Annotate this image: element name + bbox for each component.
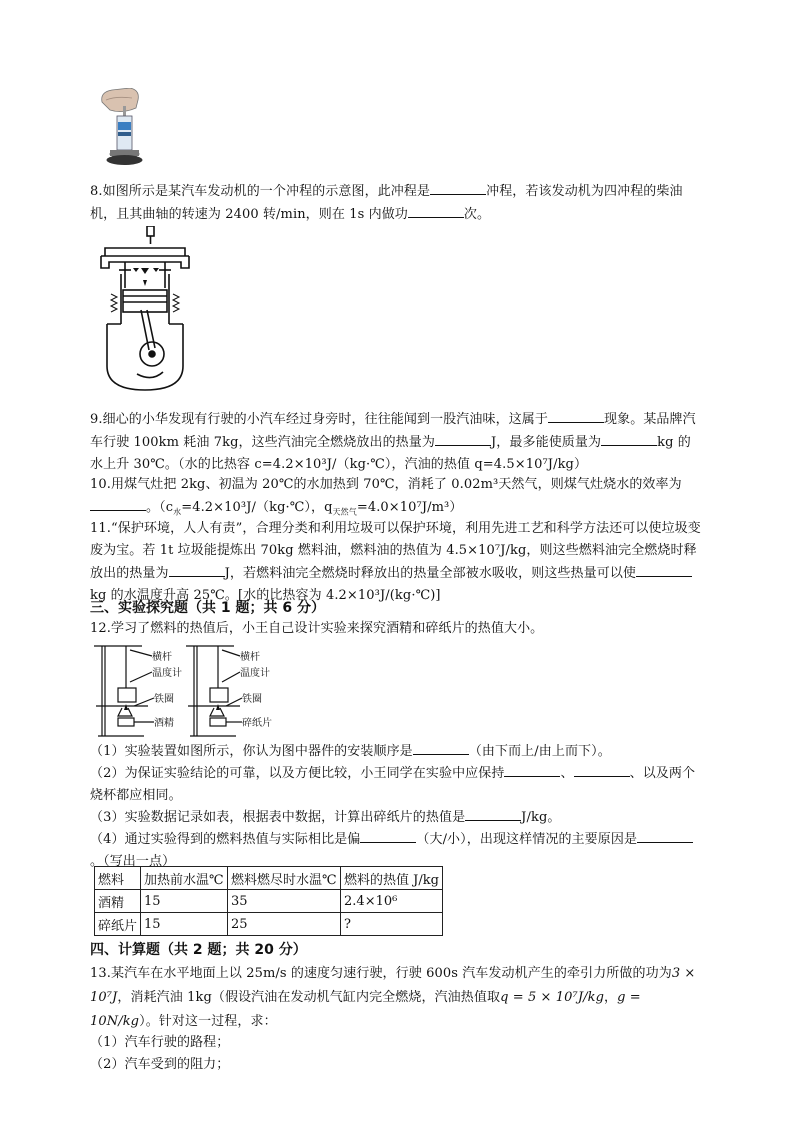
answer-blank[interactable] bbox=[408, 203, 464, 218]
hand-press-apparatus-figure bbox=[96, 88, 152, 168]
fig-label-iron-ring: 铁圈 bbox=[154, 694, 174, 705]
question-11: 11.“保护环境，人人有责”，合理分类和利用垃圾可以保护环境，利用先进工艺和科学方法还可以使垃圾变废为宝。若 1t 垃圾能提炼出 70kg 燃料油，燃料油的热值为 4.5×10⁷J/kg，则这些燃料油完全燃烧时释放出的热量为 J，若燃料油完全燃烧时释放出的热量全部被水吸收，则这些热量可以使kg 的水温度升高 25℃。[水的比热容为 4.2×10³J/(kg·℃)] bbox=[90, 521, 701, 603]
question-9: 9.细心的小华发现有行驶的小汽车经过身旁时，往往能闻到一股汽油味，这属于 现象。某品牌汽车行驶 100km 耗油 7kg，这些汽油完全燃烧放出的热量为 J，最多能使质量为 kg 的水上升 30℃。（水的比热容 c=4.2×10³J/（kg·℃），汽油的热值 q=4.5×10⁷J/kg） bbox=[90, 408, 702, 476]
question-13: 13.某汽车在水平地面上以 25m/s 的速度匀速行驶，行驶 600s 汽车发动机产生的牵引力所做的功为3 × 10⁷J，消耗汽油 1kg（假设汽油在发动机气缸内完全燃烧，汽油热值取q = 5 × 10⁷J/kg，g = 10N/kg）。针对这一过程，求： bbox=[90, 966, 696, 1029]
question-12-2: （2）为保证实验结论的可靠，以及方便比较，小王同学在实验中应保持 、 、以及两个烧杯都应相同。 bbox=[90, 762, 702, 807]
work-formula: 3 × 10⁷J bbox=[90, 966, 696, 1005]
answer-blank[interactable] bbox=[504, 762, 560, 777]
question-12-3: （3）实验数据记录如表，根据表中数据，计算出碎纸片的热值是 J/kg。 bbox=[90, 806, 702, 829]
answer-blank[interactable] bbox=[574, 762, 630, 777]
table-cell: 碎纸片 bbox=[95, 913, 141, 936]
fig-label-crossbar: 横杆 bbox=[152, 652, 172, 663]
answer-blank[interactable] bbox=[465, 806, 521, 821]
answer-blank[interactable] bbox=[430, 180, 486, 195]
experiment-data-table bbox=[94, 866, 443, 936]
answer-blank[interactable] bbox=[636, 562, 692, 577]
table-cell: 25 bbox=[228, 913, 341, 936]
table-cell: 15 bbox=[141, 913, 228, 936]
question-10: 10.用煤气灶把 2kg、初温为 20℃的水加热到 70℃，消耗了 0.02m³天然气，则煤气灶烧水的效率为。（$c_水=4.2\times 10^3J/(kg\cdot℃)$，$q_{天然气}=4.0\times 10^7J/m^3$） bbox=[90, 477, 682, 517]
table-row bbox=[95, 890, 443, 913]
table-header-cell: 燃料的热值 J/kg bbox=[341, 867, 443, 890]
gravity-formula: g = 10N/kg bbox=[90, 990, 641, 1029]
answer-blank[interactable] bbox=[360, 828, 416, 843]
answer-blank[interactable] bbox=[169, 562, 225, 577]
answer-blank[interactable] bbox=[637, 828, 693, 843]
question-13-2: （2）汽车受到的阻力； bbox=[90, 1057, 230, 1072]
fig-label-thermometer: 温度计 bbox=[240, 668, 270, 679]
table-cell: ? bbox=[341, 913, 443, 936]
heat-value-formula: q = 5 × 10⁷J/kg bbox=[500, 990, 605, 1005]
answer-blank[interactable] bbox=[90, 496, 146, 511]
answer-blank[interactable] bbox=[601, 431, 657, 446]
table-header-cell: 燃料 bbox=[95, 867, 141, 890]
question-12-4: （4）通过实验得到的燃料热值与实际相比是偏 （大/小），出现这样情况的主要原因是。（写出一点） bbox=[90, 828, 702, 873]
fig-label-paper: 碎纸片 bbox=[242, 718, 272, 729]
table-cell: 35 bbox=[228, 890, 341, 913]
answer-blank[interactable] bbox=[548, 408, 604, 423]
table-header-row bbox=[95, 867, 443, 890]
table-header-cell: 燃料燃尽时水温℃ bbox=[228, 867, 341, 890]
section-heading-experiment: 三、实验探究题（共 1 题；共 6 分） bbox=[90, 600, 325, 616]
engine-stroke-diagram bbox=[97, 226, 193, 394]
table-cell: 酒精 bbox=[95, 890, 141, 913]
fig-label-thermometer: 温度计 bbox=[152, 668, 182, 679]
fig-label-crossbar: 横杆 bbox=[240, 652, 260, 663]
question-8: 8.如图所示是某汽车发动机的一个冲程的示意图，此冲程是 冲程，若该发动机为四冲程的柴油机，且其曲轴的转速为 2400 转/min，则在 1s 内做功 次。 bbox=[90, 180, 702, 226]
question-12-intro: 12.学习了燃料的热值后，小王自己设计实验来探究酒精和碎纸片的热值大小。 bbox=[90, 621, 544, 636]
table-header-cell: 加热前水温℃ bbox=[141, 867, 228, 890]
answer-blank[interactable] bbox=[435, 431, 491, 446]
section-heading-calculation: 四、计算题（共 2 题；共 20 分） bbox=[90, 942, 307, 958]
question-13-1: （1）汽车行驶的路程； bbox=[90, 1035, 230, 1050]
question-12-1: （1）实验装置如图所示，你认为图中器件的安装顺序是 （由下而上/由上而下）。 bbox=[90, 740, 702, 763]
experiment-apparatus-figure bbox=[94, 642, 274, 738]
fig-label-iron-ring: 铁圈 bbox=[242, 694, 262, 705]
table-row bbox=[95, 913, 443, 936]
fig-label-alcohol: 酒精 bbox=[154, 718, 174, 729]
answer-blank[interactable] bbox=[413, 740, 469, 755]
table-cell: 2.4×10⁶ bbox=[341, 890, 443, 913]
table-cell: 15 bbox=[141, 890, 228, 913]
